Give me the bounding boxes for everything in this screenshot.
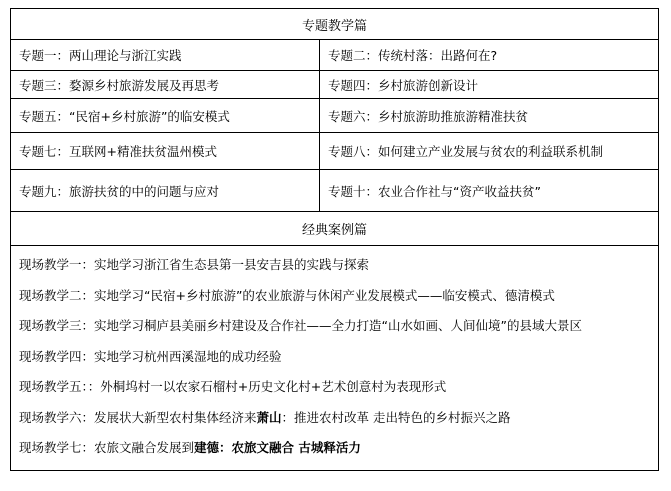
topic-row: [11, 40, 659, 71]
section-header-row: [11, 9, 659, 40]
case-item: 现场教学一：实地学习浙江省生态县第一县安吉县的实践与探索: [19, 257, 370, 272]
case-item: 现场教学二：实地学习“民宿+乡村旅游”的农业旅游与休闲产业发展模式——临安模式、德清模式: [19, 287, 555, 303]
topic-cell: 专题四：乡村旅游创新设计: [320, 71, 659, 99]
case-text: 现场教学六：发展状大新型农村集体经济来: [19, 409, 257, 425]
case-text: ：推进农村改革 走出特色的乡村振兴之路: [281, 409, 511, 425]
topic-cell: 专题五：“民宿+乡村旅游”的临安模式: [11, 99, 320, 133]
case-item: 现场教学四：实地学习杭州西溪湿地的成功经验: [19, 348, 282, 364]
topic-cell: 专题六：乡村旅游助推旅游精准扶贫: [320, 99, 659, 133]
cases-row: [11, 246, 659, 471]
course-table: [10, 8, 659, 471]
case-item: 现场教学五：：外桐坞村一以农家石榴村+历史文化村+艺术创意村为表现形式: [19, 379, 447, 394]
topic-cell: 专题一：两山理论与浙江实践: [11, 40, 320, 71]
topic-cell: 专题九：旅游扶贫的中的问题与应对: [11, 170, 320, 212]
topic-cell: 专题十：农业合作社与“资产收益扶贫”: [320, 170, 659, 212]
topic-row: [11, 71, 659, 99]
topic-cell: 专题三：婺源乡村旅游发展及再思考: [11, 71, 320, 99]
topic-row: [11, 99, 659, 133]
topic-cell: 专题八：如何建立产业发展与贫农的利益联系机制: [320, 133, 659, 170]
topic-cell: 专题二：传统村落：出路何在?: [320, 40, 659, 71]
case-item: [19, 433, 650, 464]
topic-cell: 专题七：互联网+精准扶贫温州模式: [11, 133, 320, 170]
topic-row: [11, 133, 659, 170]
topic-row: [11, 170, 659, 212]
section-title-cases: 经典案例篇: [11, 212, 659, 246]
case-place-bold: 萧山: [256, 409, 282, 425]
case-item: 现场教学三：实地学习桐庐县美丽乡村建设及合作社——全力打造“山水如画、人间仙境”的县域大景区: [19, 318, 582, 333]
case-highlight-bold: 建德：农旅文融合 古城释活力: [194, 440, 361, 455]
cases-cell: [11, 246, 659, 471]
section-title-topics: 专题教学篇: [11, 9, 659, 40]
section-header-row: [11, 212, 659, 246]
case-item: [19, 403, 650, 434]
course-table-sheet: [10, 8, 658, 476]
case-text: 现场教学七：农旅文融合发展到: [19, 440, 195, 455]
